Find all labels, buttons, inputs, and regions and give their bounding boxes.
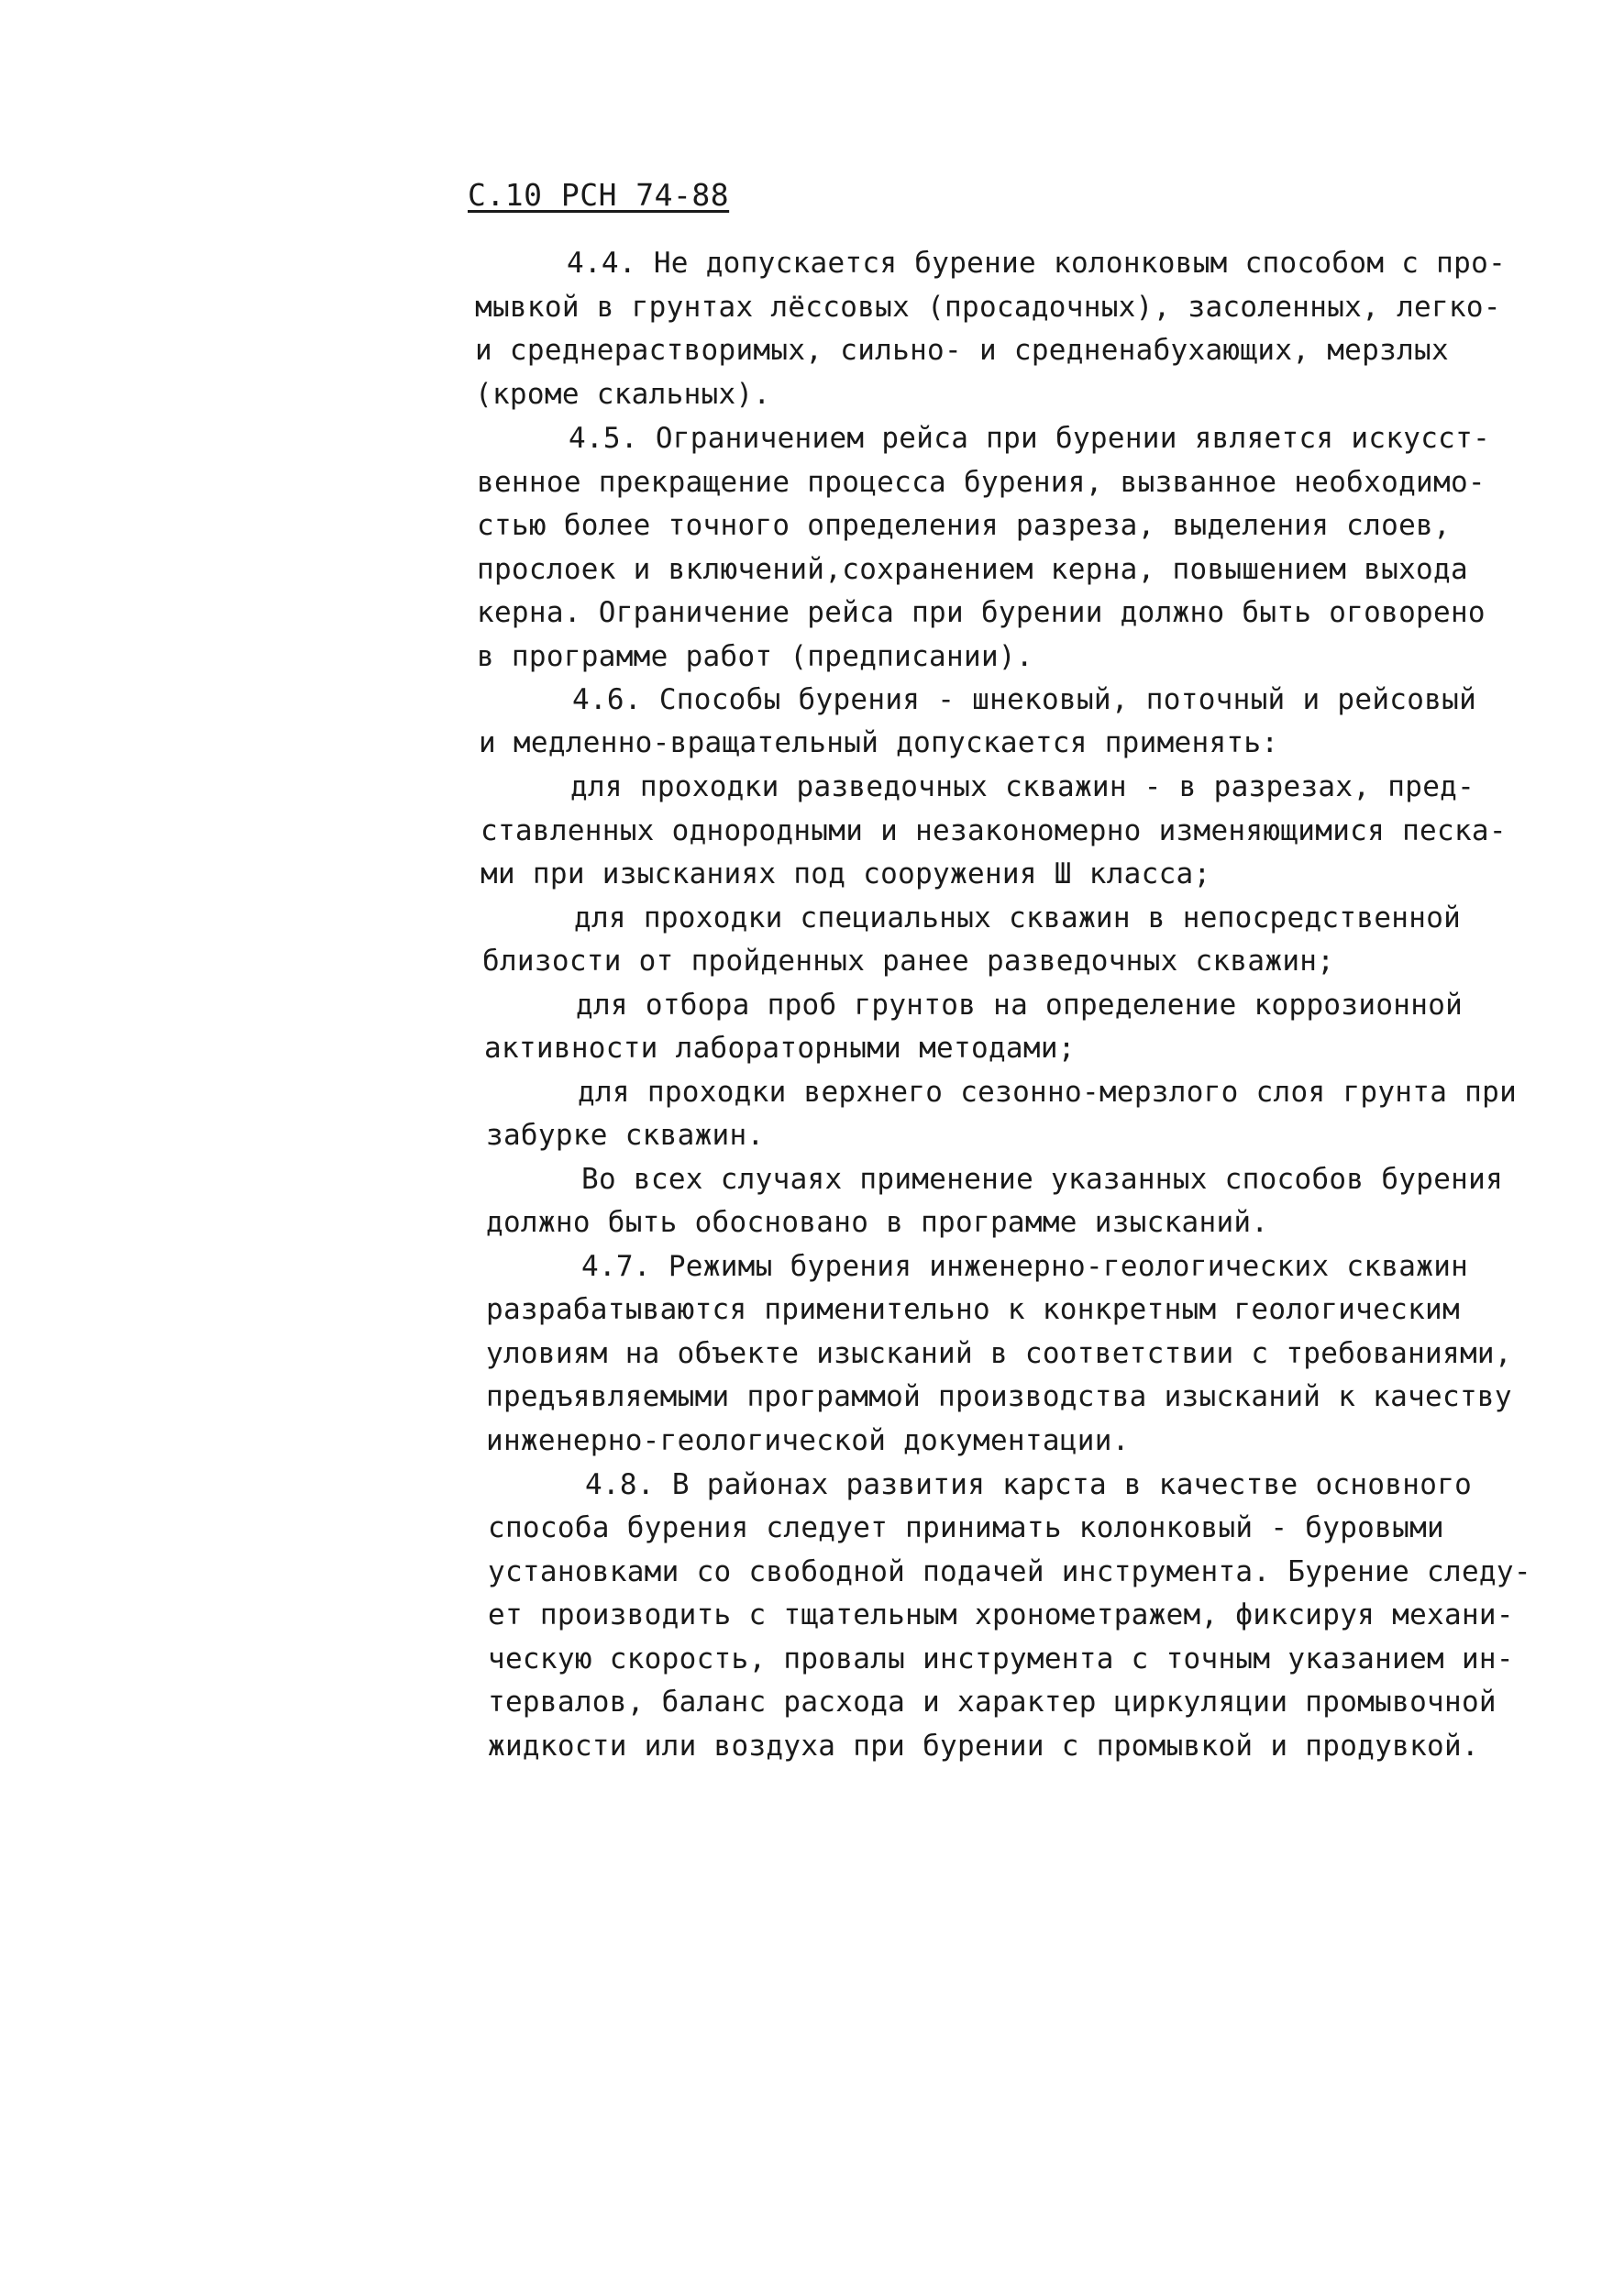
text-line: жидкости или воздуха при бурении с промывкой и продувкой. [488,1730,1479,1763]
text-line: стью более точного определения разреза, выделения слоев, [477,509,1451,542]
text-line: ет производить с тщательным хронометражем, фиксируя механи- [488,1598,1514,1631]
text-line: установками со свободной подачей инструмента. Бурение следу- [488,1555,1531,1588]
text-line: инженерно-геологической документации. [486,1424,1130,1457]
text-line: 4.5. Ограничением рейса при бурении является искусст- [569,422,1491,455]
text-line: в программе работ (предписании). [477,640,1033,673]
text-line: должно быть обосновано в программе изысканий. [486,1206,1269,1239]
text-line: активности лабораторными методами; [484,1032,1076,1065]
text-line: керна. Ограничение рейса при бурении должно быть оговорено [477,596,1486,629]
text-line: для проходки специальных скважин в непосредственной [574,901,1462,934]
text-line: венное прекращение процесса бурения, вызванное необходимо- [477,466,1486,499]
text-line: предъявляемыми программой производства изысканий к качеству [486,1380,1512,1413]
text-line: ставленных однородными и незакономерно изменяющимися песка- [481,814,1507,847]
text-line: мывкой в грунтах лёссовых (просадочных), засоленных, легко- [475,291,1501,324]
text-line: ческую скорость, провалы инструмента с точным указанием ин- [488,1642,1514,1675]
text-line: близости от пройденных ранее разведочных скважин; [482,945,1335,978]
text-line: 4.6. Способы бурения - шнековый, поточный и рейсовый [572,683,1477,716]
text-line: способа бурения следует принимать колонковый - буровыми [488,1511,1444,1544]
text-line: разрабатываются применительно к конкретным геологическим [486,1293,1460,1326]
text-line: ми при изысканиях под сооружения Ш класса; [481,857,1211,890]
page-header: С.10 РСН 74-88 [468,177,730,213]
text-line: и среднерастворимых, сильно- и средненабухающих, мерзлых [475,334,1449,367]
text-line: и медленно-вращательный допускается применять: [479,726,1279,759]
text-line: (кроме скальных). [475,378,771,411]
text-line: забурке скважин. [486,1119,765,1152]
text-line: 4.7. Режимы бурения инженерно-геологических скважин [581,1250,1469,1283]
text-line: 4.8. В районах развития карста в качестве основного [585,1468,1473,1501]
text-line: уловиям на объекте изысканий в соответствии с требованиями, [486,1337,1512,1370]
text-line: для проходки разведочных скважин - в разрезах, пред- [570,770,1475,803]
text-line: для проходки верхнего сезонно-мерзлого слоя грунта при [578,1076,1518,1109]
text-line: тервалов, баланс расхода и характер циркуляции промывочной [488,1686,1497,1719]
text-line: Во всех случаях применение указанных способов бурения [581,1163,1504,1196]
text-line: прослоек и включений,сохранением керна, повышением выхода [477,553,1468,586]
text-line: для отбора проб грунтов на определение коррозионной [576,989,1464,1022]
text-line: 4.4. Не допускается бурение колонковым способом с про- [567,247,1507,280]
